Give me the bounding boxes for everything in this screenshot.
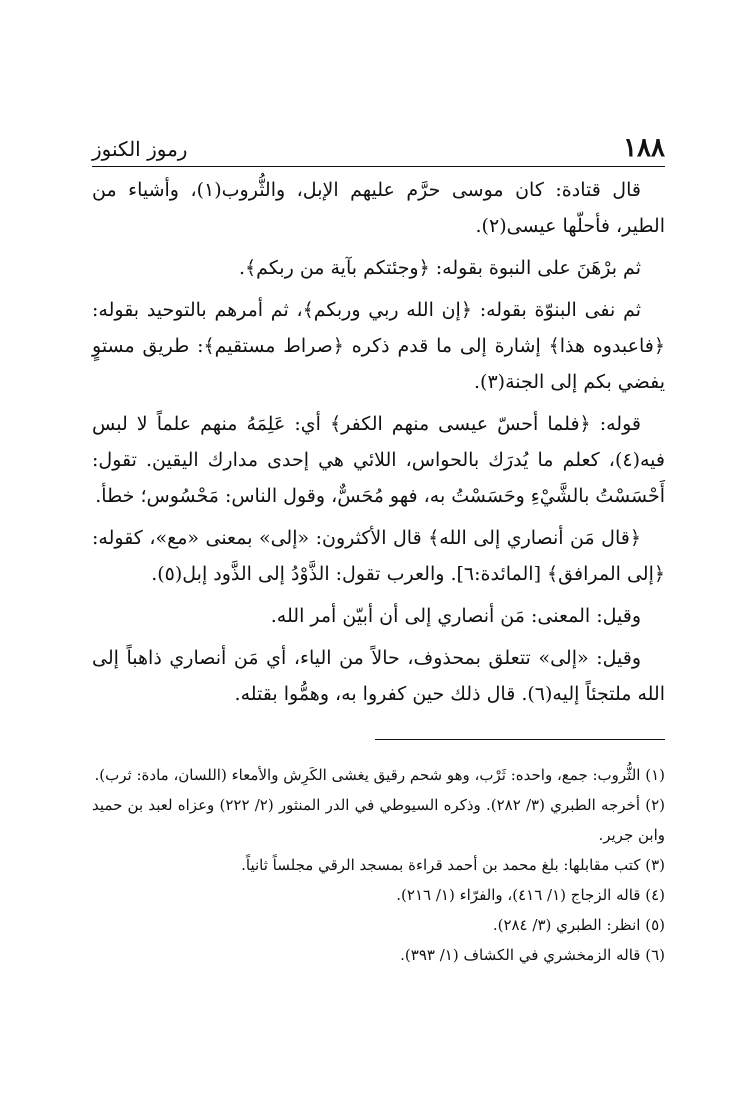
main-text bbox=[92, 172, 665, 718]
footnotes bbox=[92, 760, 665, 970]
body-paragraph: ثم برْهَنَ على النبوة بقوله: ﴿وجئتكم بآية من ربكم﴾. bbox=[239, 257, 641, 279]
body-paragraph: ﴿قال مَن أنصاري إلى الله﴾ قال الأكثرون: «إلى» بمعنى «مع»، كقوله: ﴿إلى المرافق﴾ [المائدة:٦]. والعرب تقول: الذَّوْدُ إلى الذَّود إبل(٥). bbox=[92, 527, 665, 585]
footnote: (٣) كتب مقابلها: بلغ محمد بن أحمد قراءة بمسجد الرقي مجلساً ثانياً. bbox=[241, 856, 665, 874]
body-paragraph: قوله: ﴿فلما أحسّ عيسى منهم الكفر﴾ أي: عَلِمَهُ منهم علماً لا لبس فيه(٤)، كعلم ما يُدرَك بالحواس، اللائي هي إحدى مدارك اليقين. تقول: أَحْسَسْتُ بالشَّيْءِ وحَسَسْتُ به، فهو مُحَسٌّ، وقول الناس: مَحْسُوس؛ خطأ. bbox=[92, 413, 665, 507]
header-rule bbox=[92, 166, 665, 167]
footnote: (١) الثُّروب: جمع، واحده: ثَرْب، وهو شحم رقيق يغشى الكَرِش والأمعاء (اللسان، مادة: ثرب). bbox=[94, 766, 665, 784]
footnote: (٢) أخرجه الطبري (٣/ ٢٨٢). وذكره السيوطي في الدر المنثور (٢/ ٢٢٢) وعزاه لعبد بن حميد وابن جرير. bbox=[92, 796, 665, 844]
footnote: (٦) قاله الزمخشري في الكشاف (١/ ٣٩٣). bbox=[400, 946, 665, 964]
running-title: رموز الكنوز bbox=[92, 137, 188, 161]
page-header bbox=[92, 133, 665, 167]
body-paragraph: قال قتادة: كان موسى حرَّم عليهم الإبل، والثُّروب(١)، وأشياء من الطير، فأحلّها عيسى(٢). bbox=[92, 179, 665, 237]
body-paragraph: وقيل: «إلى» تتعلق بمحذوف، حالاً من الياء، أي مَن أنصاري ذاهباً إلى الله ملتجئاً إليه(٦). قال ذلك حين كفروا به، وهمُّوا بقتله. bbox=[92, 647, 665, 705]
footnote: (٥) انظر: الطبري (٣/ ٢٨٤). bbox=[492, 916, 665, 934]
body-paragraph: وقيل: المعنى: مَن أنصاري إلى أن أبيّن أمر الله. bbox=[270, 605, 641, 627]
footnote-separator bbox=[375, 739, 665, 740]
footnote: (٤) قاله الزجاج (١/ ٤١٦)، والفرّاء (١/ ٢١٦). bbox=[396, 886, 665, 904]
page-number: ١٨٨ bbox=[623, 133, 665, 163]
body-paragraph: ثم نفى البنوّة بقوله: ﴿إن الله ربي وربكم﴾، ثم أمرهم بالتوحيد بقوله: ﴿فاعبدوه هذا﴾ إشارة إلى ما قدم ذكره ﴿صراط مستقيم﴾: طريق مستوٍ يفضي بكم إلى الجنة(٣). bbox=[92, 299, 665, 393]
